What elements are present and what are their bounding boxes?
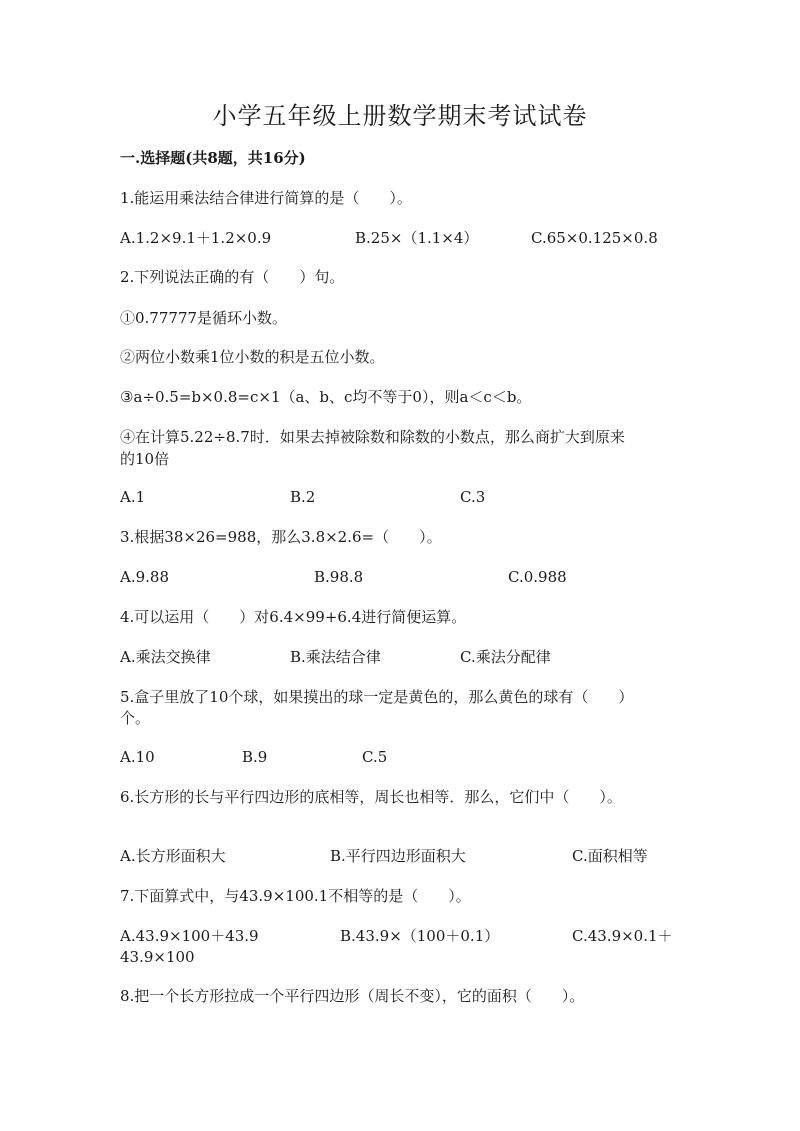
question-6-option-c: C.面积相等: [572, 847, 648, 865]
question-2-option-b: B.2: [290, 488, 316, 506]
question-5-stem: 5.盒子里放了10个球，如果摸出的球一定是黄色的，那么黄色的球有（ ）: [120, 688, 634, 706]
question-3-stem: 3.根据38×26=988，那么3.8×2.6=（ ）。: [120, 528, 442, 546]
question-5-stem-cont: 个。: [120, 709, 151, 727]
question-4-option-b: B.乘法结合律: [290, 648, 381, 666]
question-5-option-a: A.10: [120, 748, 155, 766]
question-2-statement-3: ③a÷0.5=b×0.8=c×1（a、b、c均不等于0），则a＜c＜b。: [120, 388, 532, 406]
question-3-option-c: C.0.988: [508, 568, 567, 586]
question-5-option-c: C.5: [362, 748, 388, 766]
question-5-option-b: B.9: [242, 748, 268, 766]
question-3-option-b: B.98.8: [314, 568, 364, 586]
question-2-statement-4-cont: 的10倍: [120, 450, 170, 468]
question-4-option-c: C.乘法分配律: [460, 648, 551, 666]
question-7-option-b: B.43.9×（100＋0.1）: [340, 927, 500, 945]
question-2-option-a: A.1: [120, 488, 146, 506]
question-2-stem: 2.下列说法正确的有（ ）句。: [120, 268, 345, 286]
question-7-option-c: C.43.9×0.1＋: [572, 927, 673, 945]
question-2-statement-2: ②两位小数乘1位小数的积是五位小数。: [120, 348, 385, 366]
page-title: 小学五年级上册数学期末考试试卷: [212, 102, 588, 130]
question-1-option-c: C.65×0.125×0.8: [531, 229, 658, 247]
question-6-option-a: A.长方形面积大: [120, 847, 226, 865]
question-8-stem: 8.把一个长方形拉成一个平行四边形（周长不变），它的面积（ ）。: [120, 987, 585, 1005]
question-1-stem: 1.能运用乘法结合律进行简算的是（ ）。: [120, 189, 412, 207]
question-1-option-a: A.1.2×9.1＋1.2×0.9: [120, 229, 272, 247]
question-4-stem: 4.可以运用（ ）对6.4×99+6.4进行简便运算。: [120, 608, 467, 626]
question-6-stem: 6.长方形的长与平行四边形的底相等，周长也相等．那么，它们中（ ）。: [120, 788, 622, 806]
question-7-option-c-cont: 43.9×100: [120, 948, 195, 966]
question-4-option-a: A.乘法交换律: [120, 648, 211, 666]
section-heading: 一.选择题(共8题，共16分): [120, 149, 306, 167]
question-3-option-a: A.9.88: [120, 568, 169, 586]
question-2-statement-1: ①0.77777是循环小数。: [120, 309, 288, 327]
question-7-stem: 7.下面算式中，与43.9×100.1不相等的是（ ）。: [120, 887, 471, 905]
question-7-option-a: A.43.9×100＋43.9: [120, 927, 259, 945]
question-2-option-c: C.3: [460, 488, 486, 506]
question-6-option-b: B.平行四边形面积大: [330, 847, 466, 865]
question-1-option-b: B.25×（1.1×4）: [355, 229, 479, 247]
question-2-statement-4: ④在计算5.22÷8.7时．如果去掉被除数和除数的小数点，那么商扩大到原来: [120, 428, 625, 446]
